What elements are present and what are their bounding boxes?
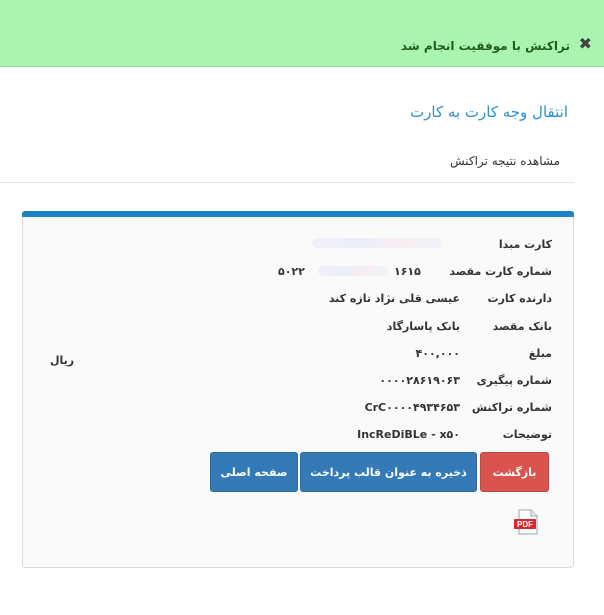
amount-label: مبلغ [528,347,552,360]
page-subtitle: مشاهده نتیجه تراکنش [449,154,560,168]
success-alert [0,0,604,67]
close-icon[interactable]: ✖ [578,34,592,53]
dest-card-part1: ۵۰۲۲ [278,265,305,278]
desc-value: IncReDiBLe - x۵۰ [357,428,460,441]
masked-source-card [312,238,442,248]
bank-value: بانک پاسارگاد [386,320,460,333]
divider [0,182,574,183]
svg-text:PDF: PDF [517,520,533,529]
tracking-label: شماره پیگیری [476,374,552,387]
dest-card-part2: ۱۶۱۵ [394,265,421,278]
dest-card-label: شماره کارت مقصد [449,265,552,278]
page-title: انتقال وجه کارت به کارت [410,103,568,121]
source-card-label: کارت مبدا [498,238,552,251]
tracking-value: ۰۰۰۰۲۸۶۱۹۰۶۳ [379,374,460,387]
pdf-icon[interactable] [513,508,541,536]
masked-dest-card [318,266,388,276]
txn-value: CrC۰۰۰۰۴۹۳۴۶۵۳ [364,401,460,414]
alert-message: تراکنش با موفقیت انجام شد [401,39,570,53]
desc-label: توضیحات [502,428,552,441]
panel-header-bar [22,211,574,217]
amount-value: ۴۰۰,۰۰۰ [415,347,460,360]
currency-label: ریال [50,354,75,367]
holder-label: دارنده کارت [487,292,552,305]
save-template-button[interactable]: ذخیره به عنوان قالب پرداخت [300,452,477,492]
holder-value: عیسی قلی نژاد تازه کند [328,292,460,305]
home-button[interactable]: صفحه اصلی [210,452,298,492]
txn-label: شماره تراکنش [471,401,552,414]
back-button[interactable]: بازگشت [480,452,549,492]
bank-label: بانک مقصد [492,320,552,333]
